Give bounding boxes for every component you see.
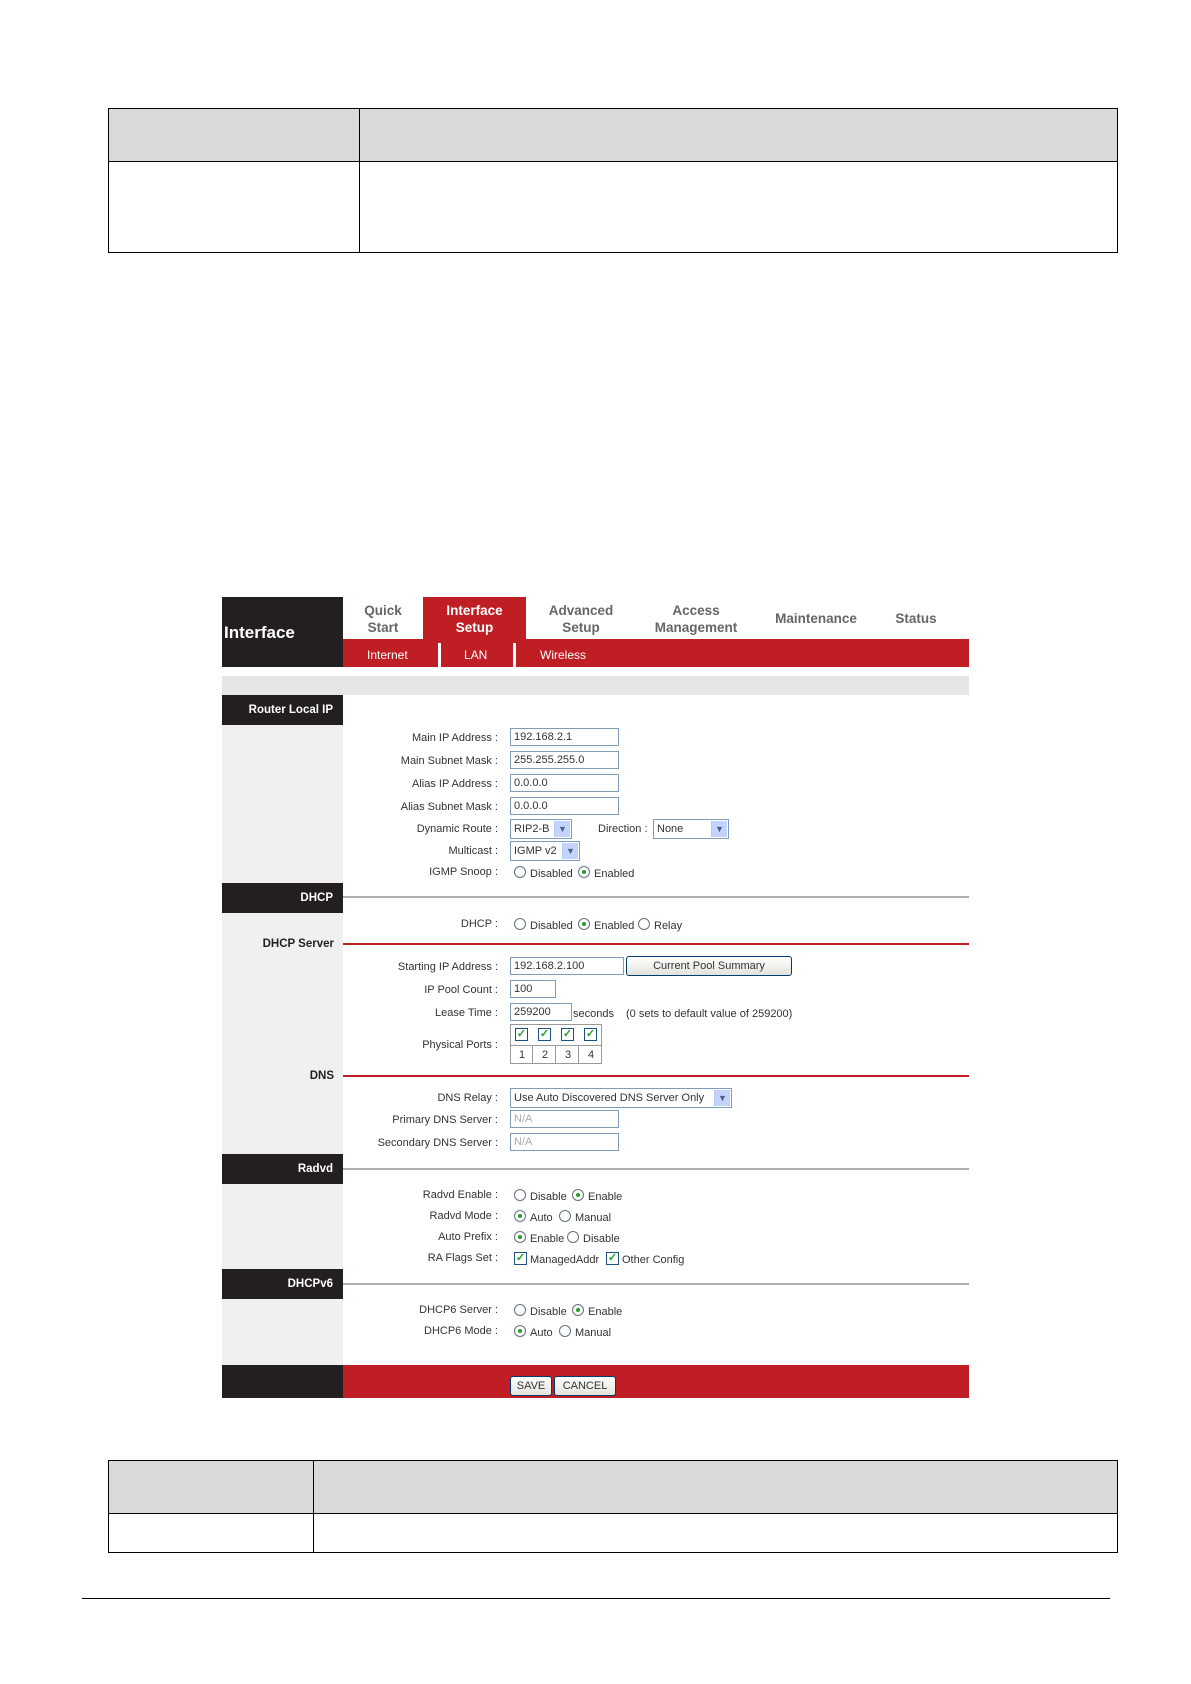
divider bbox=[343, 1075, 969, 1077]
radvd-auto-text: Auto bbox=[530, 1212, 553, 1224]
lease-time-input[interactable]: 259200 bbox=[510, 1003, 572, 1021]
direction-value: None bbox=[657, 823, 684, 835]
table-cell bbox=[314, 1514, 1118, 1553]
ports-divider bbox=[510, 1045, 602, 1046]
start-ip-input[interactable]: 192.168.2.100 bbox=[510, 957, 624, 975]
subtab-wireless[interactable]: Wireless bbox=[540, 648, 587, 662]
dhcp6-enable-radio[interactable] bbox=[572, 1304, 584, 1316]
alias-mask-input[interactable]: 0.0.0.0 bbox=[510, 797, 619, 815]
dhcp6-disable-text: Disable bbox=[530, 1306, 567, 1318]
radvd-enable-radio[interactable] bbox=[572, 1189, 584, 1201]
radvd-disable-radio[interactable] bbox=[514, 1189, 526, 1201]
igmp-enabled-radio[interactable] bbox=[578, 866, 590, 878]
port-number: 1 bbox=[519, 1049, 526, 1061]
radvd-disable-text: Disable bbox=[530, 1191, 567, 1203]
section-dhcpv6: DHCPv6 bbox=[222, 1269, 343, 1299]
subtab-divider bbox=[513, 643, 516, 667]
dynamic-route-label: Dynamic Route : bbox=[416, 823, 498, 835]
radvd-manual-radio[interactable] bbox=[559, 1210, 571, 1222]
main-ip-label: Main IP Address : bbox=[411, 732, 498, 744]
ports-divider bbox=[555, 1045, 556, 1064]
dhcp6-enable-text: Enable bbox=[588, 1306, 623, 1318]
direction-label: Direction : bbox=[598, 823, 648, 835]
multicast-label: Multicast : bbox=[448, 845, 498, 857]
tab-interface-setup[interactable]: Interface Setup bbox=[423, 597, 526, 639]
dynamic-route-value: RIP2-B bbox=[514, 823, 550, 835]
port-number: 4 bbox=[588, 1049, 595, 1061]
dynamic-route-select[interactable] bbox=[510, 819, 572, 839]
auto-prefix-label: Auto Prefix : bbox=[438, 1231, 498, 1243]
pool-count-input[interactable]: 100 bbox=[510, 980, 556, 998]
divider bbox=[343, 1283, 969, 1285]
router-ui bbox=[222, 597, 969, 1398]
action-bar bbox=[222, 1365, 969, 1398]
footer-rule bbox=[82, 1598, 1110, 1599]
port-2-checkbox[interactable]: ✓ bbox=[539, 1028, 550, 1040]
dhcp-relay-radio[interactable] bbox=[638, 918, 650, 930]
igmp-snoop-label: IGMP Snoop : bbox=[429, 866, 498, 878]
other-config-text: Other Config bbox=[622, 1254, 685, 1266]
dns-relay-label: DNS Relay : bbox=[437, 1092, 498, 1104]
tab-quick-start[interactable]: Quick Start bbox=[364, 603, 402, 635]
dhcp-label: DHCP : bbox=[460, 918, 498, 930]
table-header-cell bbox=[109, 1461, 314, 1514]
auto-prefix-enable-text: Enable bbox=[530, 1233, 565, 1245]
managed-addr-checkbox[interactable]: ✓ bbox=[515, 1252, 526, 1264]
lease-time-label: Lease Time : bbox=[435, 1007, 498, 1019]
port-1-checkbox[interactable]: ✓ bbox=[516, 1028, 527, 1040]
ports-divider bbox=[578, 1045, 579, 1064]
multicast-value: IGMP v2 bbox=[514, 845, 557, 857]
divider bbox=[343, 943, 969, 945]
dhcp6-manual-radio[interactable] bbox=[559, 1325, 571, 1337]
section-router-local-ip: Router Local IP bbox=[222, 695, 343, 725]
main-mask-input[interactable]: 255.255.255.0 bbox=[510, 751, 619, 769]
table-header-cell bbox=[360, 109, 1118, 162]
alias-ip-label: Alias IP Address : bbox=[411, 778, 498, 790]
radvd-mode-label: Radvd Mode : bbox=[429, 1210, 498, 1222]
radvd-auto-radio[interactable] bbox=[514, 1210, 526, 1222]
pool-count-label: IP Pool Count : bbox=[424, 984, 498, 996]
top-navigation bbox=[222, 597, 969, 667]
port-4-checkbox[interactable]: ✓ bbox=[585, 1028, 596, 1040]
auto-prefix-disable-text: Disable bbox=[583, 1233, 620, 1245]
gray-strip bbox=[222, 676, 969, 695]
tab-access-management[interactable]: Access Management bbox=[654, 603, 738, 635]
secondary-dns-label: Secondary DNS Server : bbox=[377, 1137, 498, 1149]
ports-divider bbox=[532, 1045, 533, 1064]
igmp-disabled-text: Disabled bbox=[530, 868, 573, 880]
radvd-enable-text: Enable bbox=[588, 1191, 623, 1203]
section-radvd: Radvd bbox=[222, 1154, 343, 1184]
chevron-down-icon: ▼ bbox=[711, 821, 727, 837]
primary-dns-label: Primary DNS Server : bbox=[392, 1114, 498, 1126]
action-bar-left bbox=[222, 1365, 343, 1398]
subtab-divider bbox=[438, 643, 441, 667]
description-table-bottom bbox=[108, 1460, 1118, 1553]
dhcp6-server-label: DHCP6 Server : bbox=[419, 1304, 498, 1316]
secondary-dns-input[interactable]: N/A bbox=[510, 1133, 619, 1151]
subtab-lan[interactable]: LAN bbox=[464, 648, 488, 662]
divider bbox=[343, 1168, 969, 1170]
tab-maintenance[interactable]: Maintenance bbox=[775, 611, 857, 626]
main-ip-input[interactable]: 192.168.2.1 bbox=[510, 728, 619, 746]
ra-flags-label: RA Flags Set : bbox=[427, 1252, 498, 1264]
dhcp6-auto-radio[interactable] bbox=[514, 1325, 526, 1337]
divider bbox=[343, 896, 969, 898]
table-cell bbox=[360, 162, 1118, 253]
direction-select[interactable] bbox=[653, 819, 729, 839]
table-header-cell bbox=[109, 109, 360, 162]
port-number: 2 bbox=[542, 1049, 549, 1061]
save-button[interactable]: SAVE bbox=[510, 1376, 552, 1396]
physical-ports-label: Physical Ports : bbox=[422, 1039, 498, 1051]
other-config-checkbox[interactable]: ✓ bbox=[607, 1252, 618, 1264]
dhcp6-mode-label: DHCP6 Mode : bbox=[424, 1325, 498, 1337]
dhcp6-auto-text: Auto bbox=[530, 1327, 553, 1339]
chevron-down-icon: ▼ bbox=[554, 821, 570, 837]
radvd-manual-text: Manual bbox=[575, 1212, 612, 1224]
description-table-top bbox=[108, 108, 1118, 253]
table-header-cell bbox=[314, 1461, 1118, 1514]
dns-relay-value: Use Auto Discovered DNS Server Only bbox=[514, 1092, 705, 1104]
igmp-disabled-radio[interactable] bbox=[514, 866, 526, 878]
dhcp-relay-text: Relay bbox=[654, 920, 683, 932]
subtab-internet[interactable]: Internet bbox=[367, 648, 408, 662]
dhcp-disabled-text: Disabled bbox=[530, 920, 573, 932]
tab-advanced-setup[interactable]: Advanced Setup bbox=[548, 603, 614, 635]
managed-addr-text: ManagedAddr bbox=[530, 1254, 600, 1266]
tab-status[interactable]: Status bbox=[895, 611, 937, 626]
port-number: 3 bbox=[565, 1049, 572, 1061]
lease-unit: seconds bbox=[573, 1008, 614, 1020]
chevron-down-icon: ▼ bbox=[714, 1090, 730, 1106]
table-cell bbox=[109, 1514, 314, 1553]
lease-note: (0 sets to default value of 259200) bbox=[626, 1008, 793, 1020]
start-ip-label: Starting IP Address : bbox=[397, 961, 498, 973]
dhcp6-disable-radio[interactable] bbox=[514, 1304, 526, 1316]
dhcp6-manual-text: Manual bbox=[575, 1327, 612, 1339]
auto-prefix-enable-radio[interactable] bbox=[514, 1231, 526, 1243]
chevron-down-icon: ▼ bbox=[562, 843, 578, 859]
dhcp-server-heading: DHCP Server bbox=[262, 938, 334, 950]
main-mask-label: Main Subnet Mask : bbox=[400, 755, 498, 767]
multicast-select[interactable] bbox=[510, 841, 580, 861]
dns-heading: DNS bbox=[309, 1070, 334, 1082]
dns-relay-select[interactable] bbox=[510, 1088, 732, 1108]
current-pool-summary-button[interactable]: Current Pool Summary bbox=[626, 956, 792, 976]
cancel-button[interactable]: CANCEL bbox=[554, 1376, 616, 1396]
auto-prefix-disable-radio[interactable] bbox=[567, 1231, 579, 1243]
primary-dns-input[interactable]: N/A bbox=[510, 1110, 619, 1128]
alias-mask-label: Alias Subnet Mask : bbox=[400, 801, 498, 813]
dhcp-enabled-text: Enabled bbox=[594, 920, 635, 932]
dhcp-enabled-radio[interactable] bbox=[578, 918, 590, 930]
alias-ip-input[interactable]: 0.0.0.0 bbox=[510, 774, 619, 792]
logo: Interface bbox=[222, 597, 343, 667]
left-column bbox=[222, 695, 343, 1365]
igmp-enabled-text: Enabled bbox=[594, 868, 635, 880]
radvd-enable-label: Radvd Enable : bbox=[422, 1189, 498, 1201]
table-cell bbox=[109, 162, 360, 253]
port-3-checkbox[interactable]: ✓ bbox=[562, 1028, 573, 1040]
sub-navigation bbox=[343, 639, 969, 667]
section-dhcp: DHCP bbox=[222, 883, 343, 913]
dhcp-disabled-radio[interactable] bbox=[514, 918, 526, 930]
